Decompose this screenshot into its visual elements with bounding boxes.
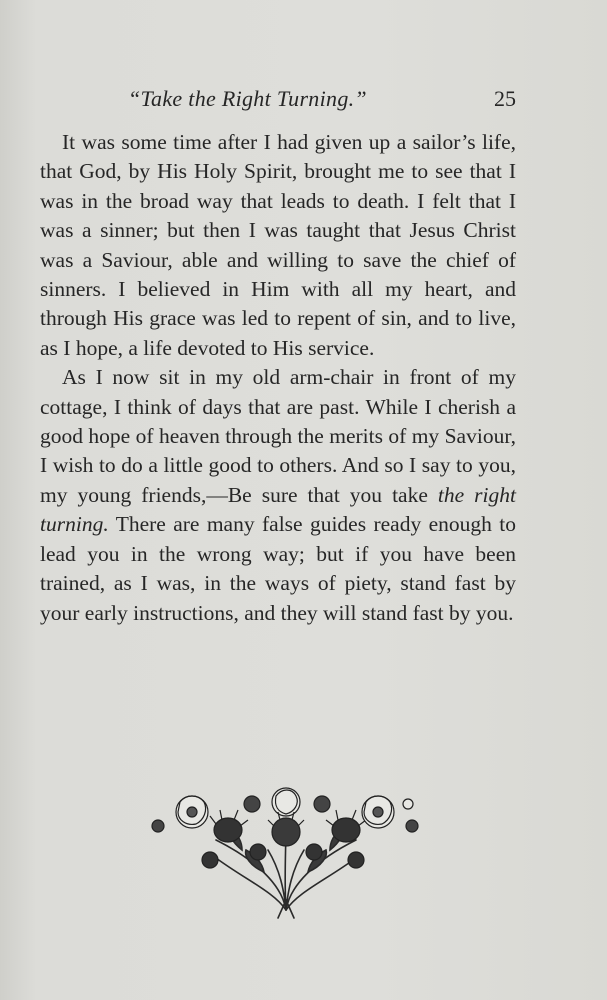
page-number: 25 xyxy=(494,86,516,111)
italic-phrase: the right turning. xyxy=(40,482,516,537)
paragraph-text: There are many false guides ready enough to lead you in the wrong way; but if you have been trained, as I was, in the ways of piety, stand fast by your early instructions, and they will stand fast by you. xyxy=(40,512,516,625)
paragraph-text: As I now sit in my old arm-chair in front of my cottage, I think of days that are past. While I cherish a good hope of heaven through the merits of my Saviour, I wish to do a little good to others. And so I say to you, my young friends,—Be sure that you take xyxy=(40,365,516,507)
paragraph xyxy=(40,363,516,628)
running-title: “Take the Right Turning.” xyxy=(128,86,367,111)
body-text xyxy=(40,128,516,628)
floral-bouquet-icon xyxy=(146,780,426,920)
running-header xyxy=(128,86,516,116)
paragraph: It was some time after I had given up a sailor’s life, that God, by His Holy Spirit, brought me to see that I was in the broad way that leads to death. I felt that I was a sinner; but then I was taught that Jesus Christ was a Saviour, able and willing to save the chief of sinners. I believed in Him with all my heart, and through His grace was led to repent of sin, and to live, as I hope, a life devoted to His service. xyxy=(40,130,516,360)
